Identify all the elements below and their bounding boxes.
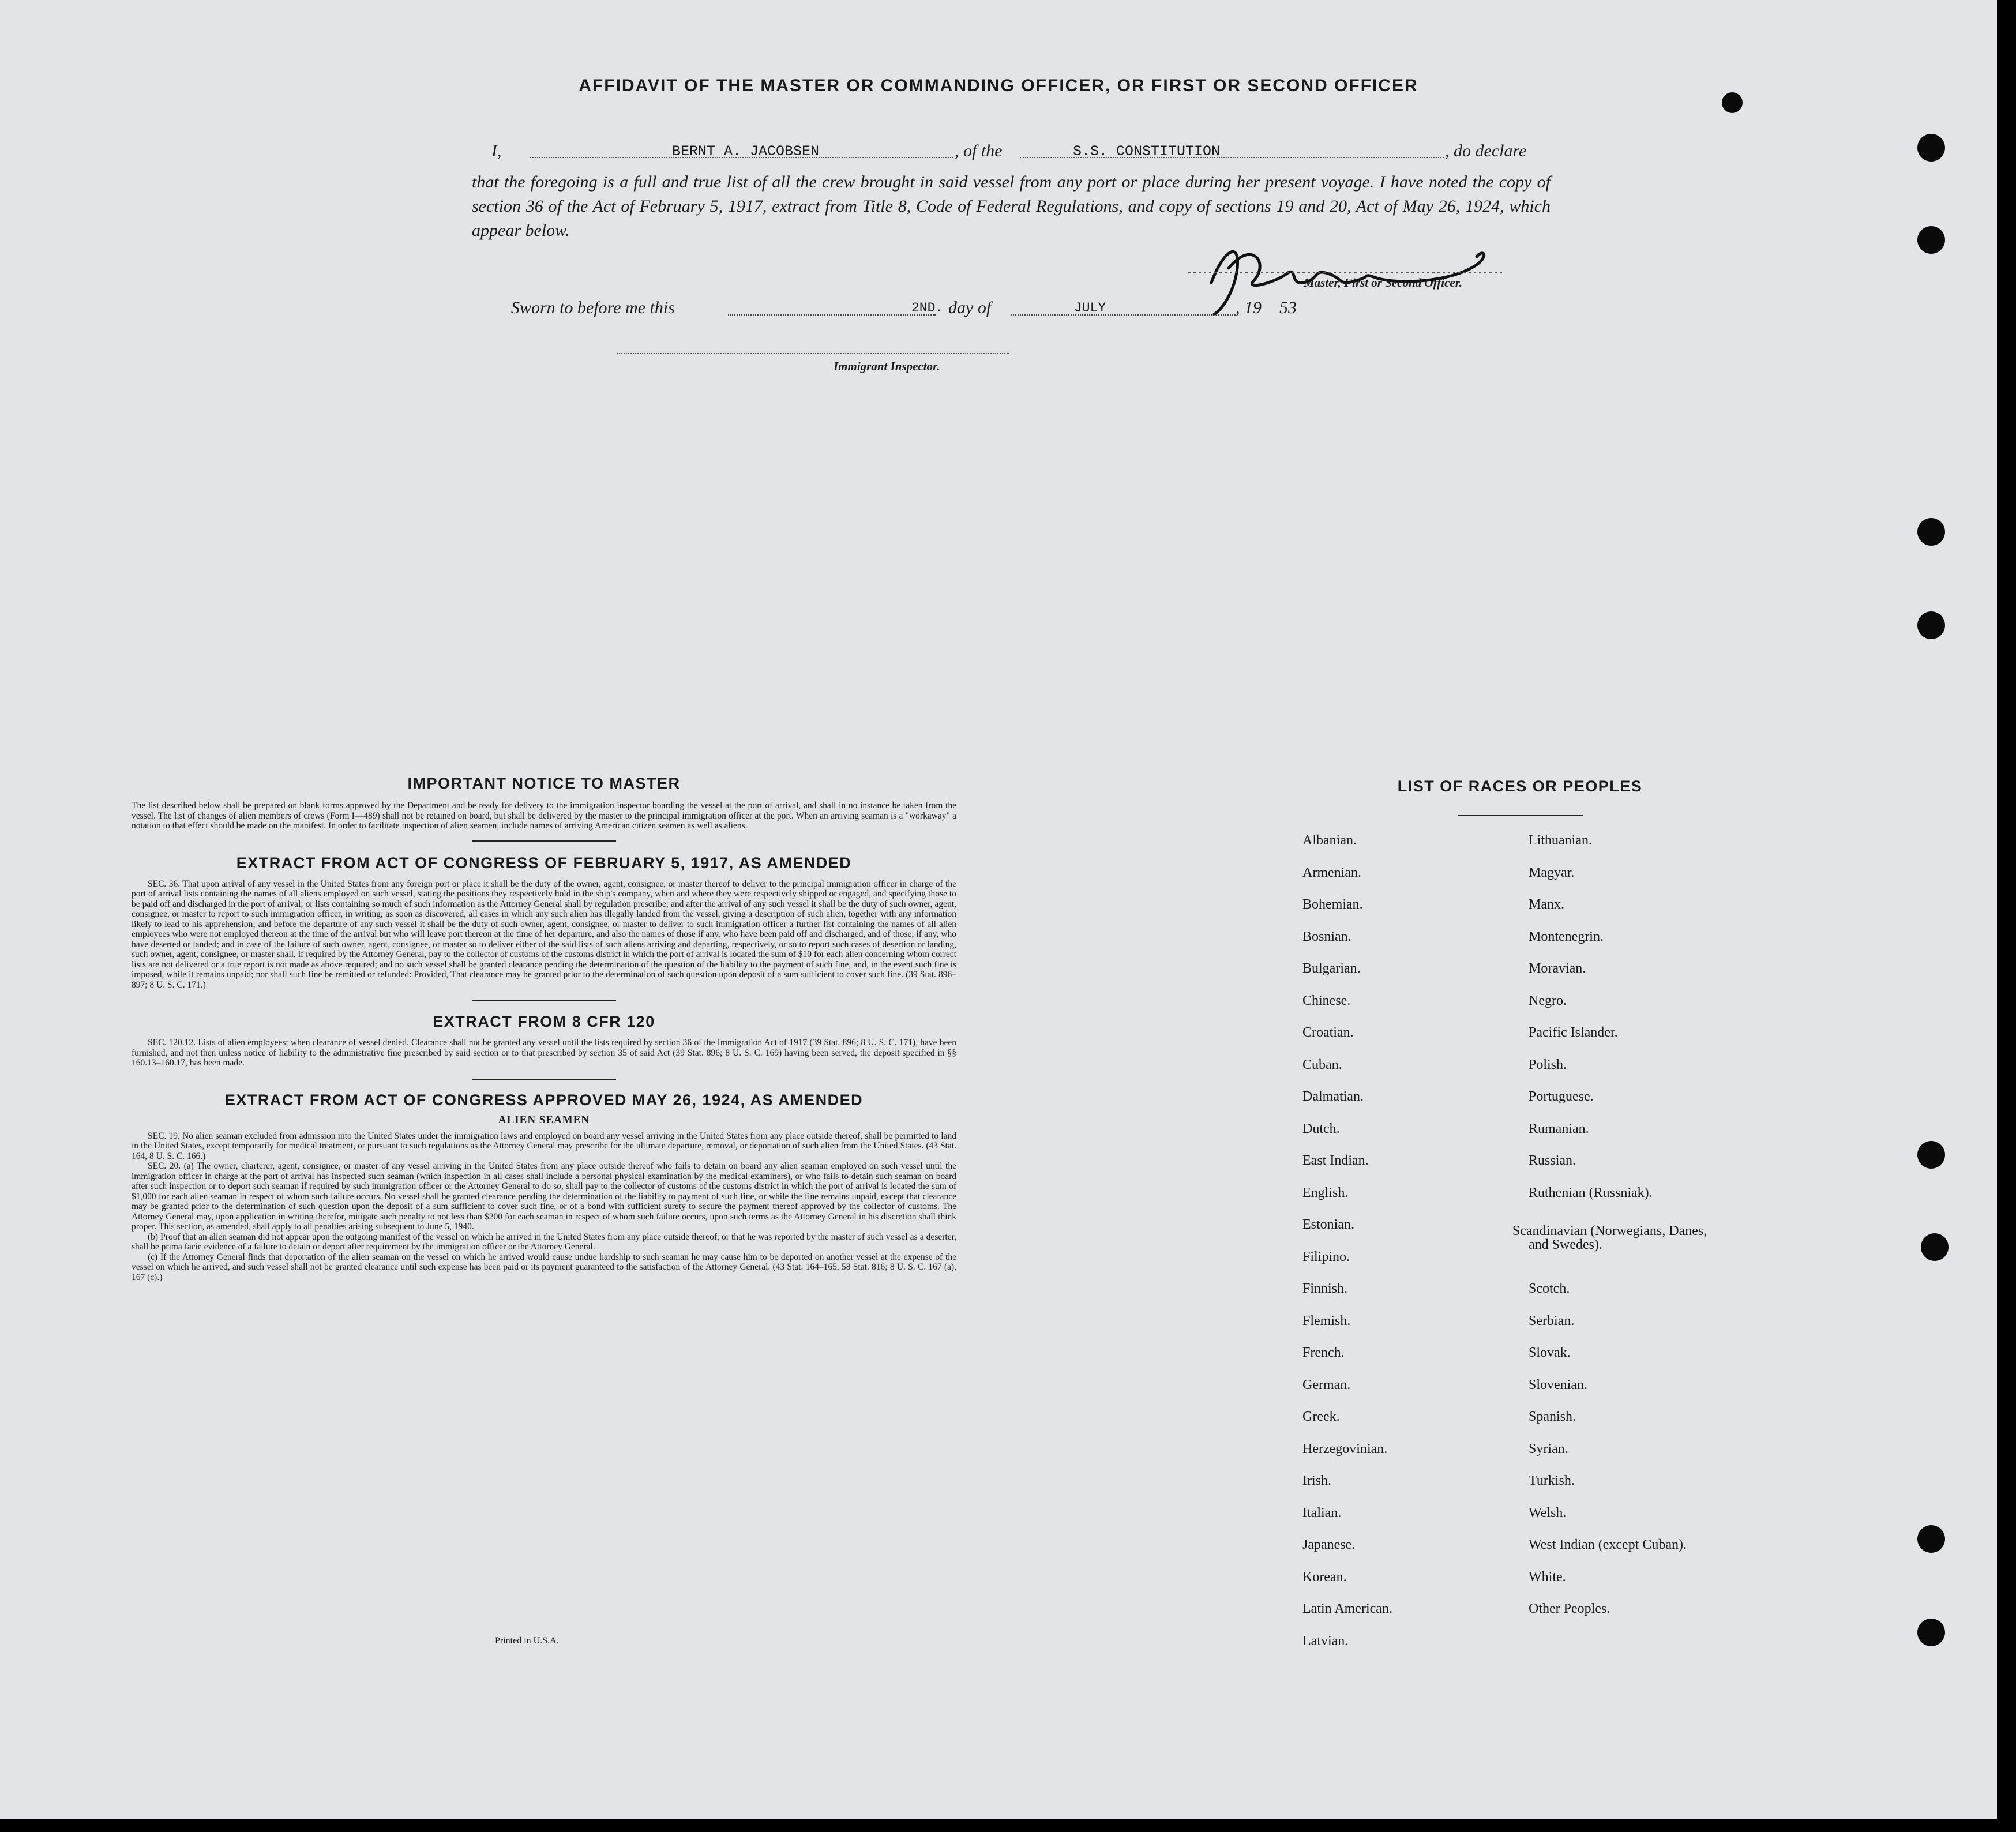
- race-left-item: Korean.: [1302, 1570, 1347, 1585]
- notice-title: IMPORTANT NOTICE TO MASTER: [407, 775, 681, 792]
- do-declare-label: , do declare: [1445, 141, 1527, 160]
- hole-icon: [1917, 1619, 1945, 1646]
- vessel-name: S.S. CONSTITUTION: [1073, 143, 1221, 160]
- hole-icon: [1917, 1141, 1945, 1169]
- race-left-item: Albanian.: [1302, 833, 1357, 848]
- race-right-item: Magyar.: [1529, 865, 1575, 880]
- race-left-item: East Indian.: [1302, 1153, 1369, 1168]
- sec20b-text: (b) Proof that an alien seaman did not appear upon the outgoing manifest of the vessel on which he arrived in the United States from any place outside thereof, or that he was reported by the master of such vessel as a deserter, shall be prima facie evidence of a failure to detain or deport after requirement by the immigration officer or the Attorney General.: [132, 1232, 956, 1252]
- notice-section: [132, 775, 956, 1282]
- race-right-item: White.: [1529, 1570, 1566, 1585]
- race-left-item: Bohemian.: [1302, 897, 1363, 912]
- race-right-item: Negro.: [1529, 993, 1567, 1008]
- race-left-item: Herzegovinian.: [1302, 1441, 1388, 1456]
- race-right-item: Slovak.: [1529, 1345, 1571, 1360]
- affidavit-title: AFFIDAVIT OF THE MASTER OR COMMANDING OFFICER, OR FIRST OR SECOND OFFICER: [579, 76, 1418, 95]
- inspector-caption: Immigrant Inspector.: [834, 359, 940, 373]
- race-left-item: Croatian.: [1302, 1025, 1354, 1040]
- sec20c-text: (c) If the Attorney General finds that deportation of the alien seaman on the vessel on which he arrived would cause undue hardship to such seaman he may cause him to be deported on another vessel at the expense of the vessel on which he arrived, and such vessel shall not be granted clearance until such expense has been paid or its payment guaranteed to the satisfaction of the Attorney General. (43 Stat. 164–165, 58 Stat. 816; 8 U. S. C. 167 (a), 167 (c).): [132, 1252, 956, 1282]
- race-left-item: German.: [1302, 1377, 1351, 1392]
- divider: [472, 1000, 616, 1001]
- hole-icon: [1917, 134, 1945, 162]
- divider: [472, 840, 616, 842]
- hole-icon: [1917, 226, 1945, 254]
- sworn-day: 2ND.: [911, 301, 944, 316]
- declarant-name: BERNT A. JACOBSEN: [672, 143, 820, 160]
- race-right-item: Ruthenian (Russniak).: [1529, 1185, 1653, 1200]
- race-right-item: Manx.: [1529, 897, 1564, 912]
- divider: [1458, 815, 1583, 816]
- year-prefix: , 19: [1236, 298, 1262, 317]
- race-left-item: Chinese.: [1302, 993, 1351, 1008]
- extract-cfr-title: EXTRACT FROM 8 CFR 120: [433, 1013, 655, 1030]
- hole-icon: [1921, 1233, 1949, 1261]
- declaration-text: that the foregoing is a full and true list of all the crew brought in said vessel from any port or place during her present voyage. I have noted the copy of section 36 of the Act of February 5, 1917, extract from Title 8, Code of Federal Regulations, and copy of sections 19 and 20, Act of May 26, 1924, which appear below.: [472, 172, 1551, 240]
- race-left-item: Finnish.: [1302, 1281, 1348, 1296]
- divider: [472, 1079, 616, 1080]
- extract-cfr-text: SEC. 120.12. Lists of alien employees; when clearance of vessel denied. Clearance shall not be granted any vessel until the lists required by section 36 of the Immigration Act of 1917 (39 Stat. 896; 8 U. S. C. 171), have been furnished, and not then unless notice of liability to the administrative fine prescribed by said section or to that prescribed by section 35 of said Act (39 Stat. 896; 8 U. S. C. 169) having been served, the deposit specified in §§ 160.13–160.17, has been made.: [132, 1038, 956, 1068]
- race-right-item: Russian.: [1529, 1153, 1576, 1168]
- race-right-item: Portuguese.: [1529, 1089, 1594, 1104]
- of-the-label: , of the: [955, 141, 1003, 160]
- race-left-item: Armenian.: [1302, 865, 1361, 880]
- day-of-label: day of: [948, 298, 992, 317]
- month-line: [1011, 314, 1236, 316]
- race-left-item: Irish.: [1302, 1473, 1331, 1488]
- race-right-item: West Indian (except Cuban).: [1529, 1537, 1687, 1552]
- race-left-item: English.: [1302, 1185, 1349, 1200]
- race-right-item: Scotch.: [1529, 1281, 1570, 1296]
- race-right-item: Lithuanian.: [1529, 833, 1592, 848]
- signature-caption: Master, First or Second Officer.: [1304, 276, 1462, 290]
- inspector-line: [617, 353, 1009, 354]
- race-left-item: Latvian.: [1302, 1634, 1349, 1649]
- i-label: I,: [491, 141, 502, 160]
- race-right-item: Serbian.: [1529, 1313, 1575, 1328]
- hole-icon: [1917, 611, 1945, 639]
- race-left-item: Dalmatian.: [1302, 1089, 1364, 1104]
- race-right-item: Scandinavian (Norwegians, Danes, and Swedes).: [1512, 1223, 1707, 1252]
- race-right-item: Rumanian.: [1529, 1121, 1589, 1136]
- race-left-item: Dutch.: [1302, 1121, 1340, 1136]
- day-line: [728, 314, 936, 316]
- extract-1917-title: EXTRACT FROM ACT OF CONGRESS OF FEBRUARY 5, 1917, AS AMENDED: [236, 854, 852, 872]
- race-right-item: Syrian.: [1529, 1441, 1568, 1456]
- race-left-item: Flemish.: [1302, 1313, 1351, 1328]
- race-right-item: Other Peoples.: [1529, 1601, 1610, 1616]
- sec20a-text: SEC. 20. (a) The owner, charterer, agent, consignee, or master of any vessel arriving in the United States from any place outside thereof who fails to detain on board any alien seaman employed on such vessel until the immigration officer in charge at the port of arrival has inspected such seaman (which inspection in all cases shall include a personal physical examination by the medical examiners), or who fails to detain such seaman on board after such inspection or to deport such seaman if required by such immigration officer or the Attorney General to do so, shall pay to the collector of customs of the customs district in which the port of arrival is located the sum of $1,000 for each alien seaman in respect of whom such failure occurs. No vessel shall be granted clearance pending the determination of the liability to payment of such fine, or while the fine remains unpaid, except that clearance may be granted prior to the determination of such question upon the deposit of a sum sufficient to cover such fine, or of a bond with sufficient surety to secure the payment thereof approved by the collector of customs. The Attorney General may, upon application in writing therefor, mitigate such penalty to not less than $200 for each seaman in respect of whom such failure occurs, upon such terms as the Attorney General in his discretion shall think proper. This section, as amended, shall apply to all penalties arising subsequent to June 5, 1940.: [132, 1161, 956, 1232]
- race-left-item: Estonian.: [1302, 1217, 1354, 1232]
- extract-1924-title: EXTRACT FROM ACT OF CONGRESS APPROVED MAY 26, 1924, AS AMENDED: [224, 1091, 864, 1109]
- race-left-item: Bulgarian.: [1302, 961, 1361, 976]
- race-left-item: Cuban.: [1302, 1057, 1342, 1072]
- race-right-item: Turkish.: [1529, 1473, 1575, 1488]
- hole-icon: [1917, 1525, 1945, 1553]
- races-title: LIST OF RACES OR PEOPLES: [1397, 778, 1643, 795]
- sec19-text: SEC. 19. No alien seaman excluded from admission into the United States under the immigration laws and employed on board any vessel arriving in the United States from any place outside thereof, shall be permitted to land in the United States, except temporarily for medical treatment, or pursuant to such regulations as the Attorney General may prescribe for the ultimate departure, removal, or deportation of such alien from the United States. (43 Stat. 164, 8 U. S. C. 166.): [132, 1131, 956, 1161]
- alien-seamen-subtitle: ALIEN SEAMEN: [498, 1113, 590, 1126]
- race-right-item: Pacific Islander.: [1529, 1025, 1618, 1040]
- race-right-item: Spanish.: [1529, 1409, 1576, 1424]
- race-right-item: Moravian.: [1529, 961, 1586, 976]
- race-right-item: Slovenian.: [1529, 1377, 1587, 1392]
- race-left-item: Bosnian.: [1302, 929, 1351, 944]
- hole-icon: [1917, 518, 1945, 546]
- race-left-item: Filipino.: [1302, 1249, 1350, 1264]
- race-right-item: Montenegrin.: [1529, 929, 1604, 944]
- race-left-item: Greek.: [1302, 1409, 1340, 1424]
- year-suffix: 53: [1279, 298, 1297, 317]
- race-right-item: Welsh.: [1529, 1506, 1567, 1521]
- race-left-item: Japanese.: [1302, 1537, 1356, 1552]
- race-left-item: Italian.: [1302, 1506, 1342, 1521]
- printed-in-usa: Printed in U.S.A.: [495, 1636, 559, 1646]
- extract-1917-text: SEC. 36. That upon arrival of any vessel in the United States from any foreign port or place it shall be the duty of the owner, agent, consignee, or master thereof to deliver to the principal immigration officer in charge of the port of arrival lists containing the names of all aliens employed on such vessel, stating the positions they respectively hold in the ship's company, when and where they were respectively shipped or engaged, and specifying those to be paid off and discharged in the port of arrival; or lists containing so much of such information as the Attorney General shall by regulation prescribe; and after the arrival of any such vessel it shall be the duty of such owner, agent, consignee, or master to report to such immigration officer, in writing, as soon as discovered, all cases in which any such alien has illegally landed from the vessel, giving a description of such alien, together with any information likely to lead to his apprehension; and before the departure of any such vessel it shall be the duty of such owner, agent, consignee, or master to deliver to such immigration officer a further list containing the names of all alien employees who were not employed thereon at the time of the arrival but who will leave port thereon at the time of her departure, and also the names of those if any, who have been paid off and discharged, and of those, if any, who have deserted or landed; and in case of the failure of such owner, agent, consignee, or master so to deliver either of the said lists of such aliens arriving and departing, respectively, or so to report such cases of desertion or landing, such owner, agent, consignee, or master shall, if required by the Attorney General, pay to the collector of customs of the customs district in which the port of arrival is located the sum of $10 for each alien concerning whom correct lists are not delivered or a true report is not made as above required; and no such vessel shall be granted clearance pending the determination of the question of the liability to the payment of such fine, and, in the event such fine is imposed, while it remains unpaid; nor shall such fine be remitted or refunded: Provided, That clearance may be granted prior to the determination of such question upon deposit of a sum sufficient to cover such fine. (39 Stat. 896–897; 8 U. S. C. 171.): [132, 879, 956, 990]
- sworn-month: JULY: [1074, 301, 1106, 316]
- sworn-label: Sworn to before me this: [511, 298, 675, 317]
- race-right-item: Polish.: [1529, 1057, 1567, 1072]
- notice-text: The list described below shall be prepared on blank forms approved by the Department and be ready for delivery to the immigration inspector boarding the vessel at the port of arrival, and shall in no instance be taken from the vessel. The list of changes of alien members of crews (Form I—489) shall not be retained on board, but shall be delivered by the master to the principal immigration officer at the port. When an arriving seaman is a "workaway" a notation to that effect should be made on the manifest. In order to facilitate inspection of alien seamen, include names of arriving American citizen seamen as well as aliens.: [132, 801, 956, 831]
- race-left-item: French.: [1302, 1345, 1345, 1360]
- race-left-item: Latin American.: [1302, 1601, 1392, 1616]
